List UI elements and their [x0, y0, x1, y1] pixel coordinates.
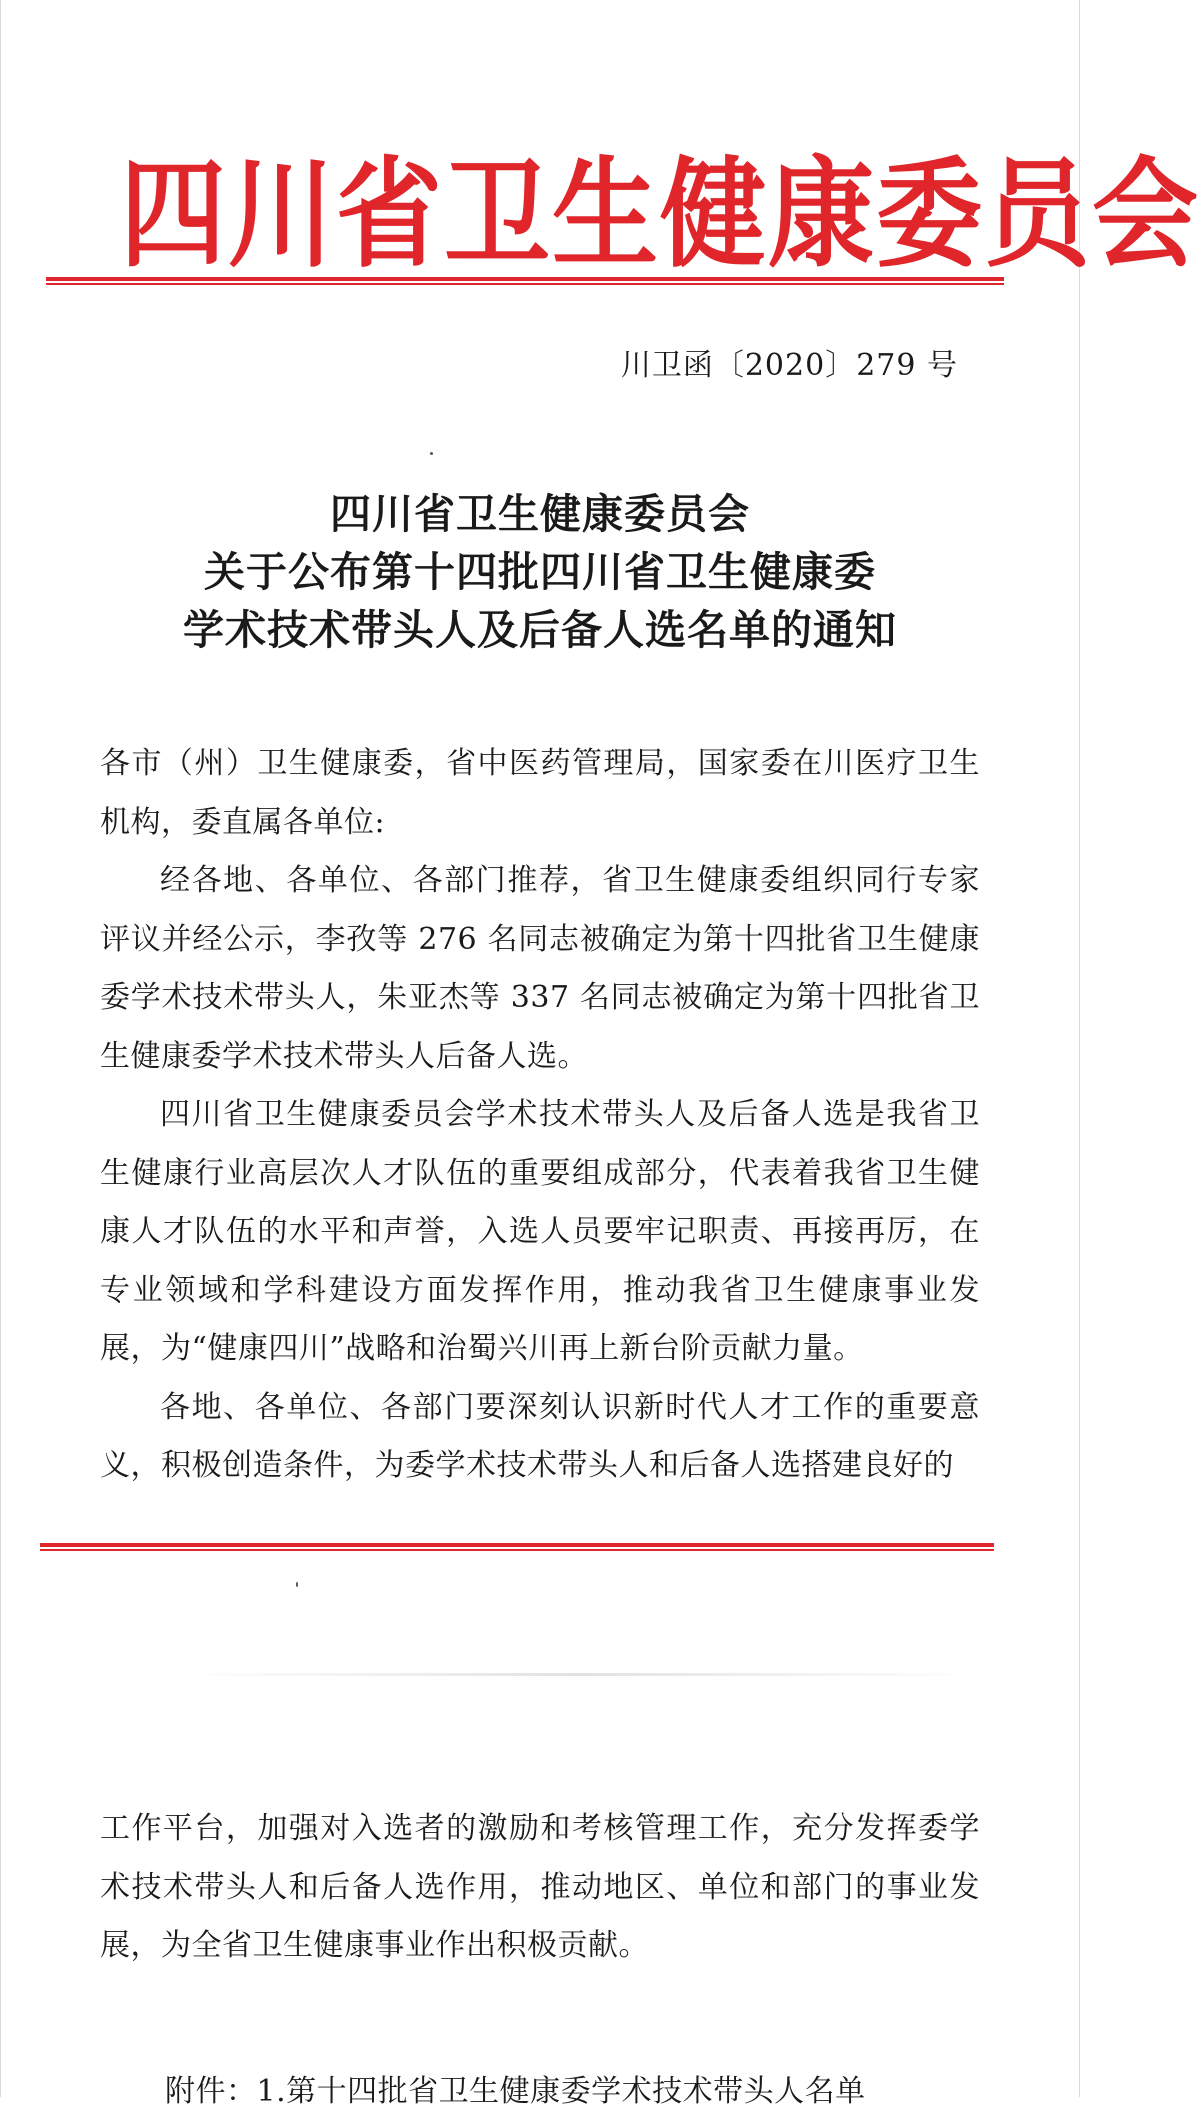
body-section-page-1: [100, 735, 980, 1496]
paragraph-1: 经各地、各单位、各部门推荐，省卫生健康委组织同行专家评议并经公示，李孜等 276 名同志被确定为第十四批省卫生健康委学术技术带头人，朱亚杰等 337 名同志被确定为第十四批省卫生健康委学术技术带头人后备人选。: [100, 863, 980, 1074]
paragraph-3: 各地、各单位、各部门要深刻认识新时代人才工作的重要意义，积极创造条件，为委学术技术带头人和后备人选搭建良好的: [100, 1389, 980, 1483]
body-section-page-2: [100, 1800, 980, 1976]
footer-red-rule: [40, 1543, 994, 1551]
document-number: 川卫函〔2020〕279 号: [620, 348, 958, 383]
page-break-shadow: [180, 1673, 980, 1676]
scan-speck: [430, 452, 433, 455]
masthead-title: 四川省卫生健康委员会: [120, 145, 1200, 284]
scan-speck: [296, 1582, 298, 1587]
document-title: [0, 485, 1080, 659]
salutation: 各市（州）卫生健康委，省中医药管理局，国家委在川医疗卫生机构，委直属各单位:: [100, 746, 980, 840]
attachment-line: 附件：1.第十四批省卫生健康委学术技术带头人名单: [165, 2074, 866, 2109]
title-line-2: 关于公布第十四批四川省卫生健康委: [204, 548, 876, 596]
masthead-red-rule: [46, 277, 1004, 285]
title-line-1: 四川省卫生健康委员会: [330, 490, 750, 538]
paragraph-continuation: 工作平台，加强对入选者的激励和考核管理工作，充分发挥委学术技术带头人和后备人选作用，推动地区、单位和部门的事业发展，为全省卫生健康事业作出积极贡献。: [100, 1811, 980, 1963]
title-line-3: 学术技术带头人及后备人选名单的通知: [183, 606, 897, 654]
paragraph-2: 四川省卫生健康委员会学术技术带头人及后备人选是我省卫生健康行业高层次人才队伍的重要组成部分，代表着我省卫生健康人才队伍的水平和声誉，入选人员要牢记职责、再接再厉，在专业领域和学科建设方面发挥作用，推动我省卫生健康事业发展，为“健康四川”战略和治蜀兴川再上新台阶贡献力量。: [100, 1097, 980, 1366]
